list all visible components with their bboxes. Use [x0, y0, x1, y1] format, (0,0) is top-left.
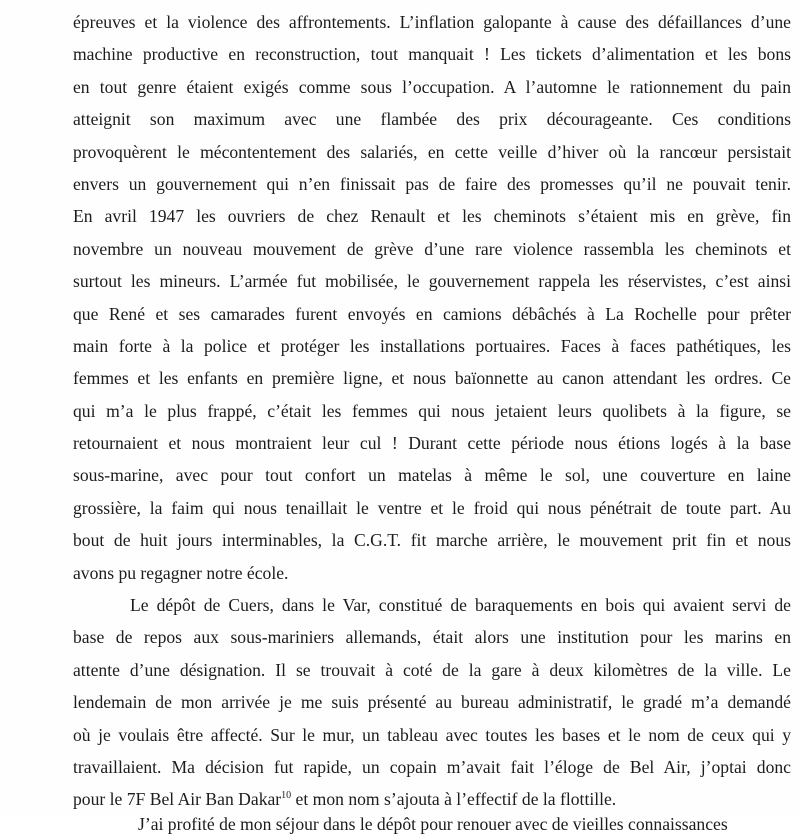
- text-line: atteignit son maximum avec une flambée des prix décourageante. Ces conditions: [73, 109, 791, 130]
- footnote-ref[interactable]: 10: [281, 790, 292, 802]
- body-text: [73, 6, 791, 816]
- cutoff-text: J’ai profité de mon séjour dans le dépôt pour renouer avec de vieilles connaissances: [138, 814, 728, 834]
- text-line: que René et ses camarades furent envoyés en camions débâchés à La Rochelle pour prêter: [73, 303, 791, 324]
- paragraph-1: [73, 6, 791, 589]
- text-line: bout de huit jours interminables, la C.G.T. fit marche arrière, le mouvement prit fin et nous: [73, 530, 791, 551]
- text-line: retournaient et nous montraient leur cul ! Durant cette période nous étions logés à la base: [73, 433, 791, 454]
- text-line: En avril 1947 les ouvriers de chez Renault et les cheminots s’étaient mis en grève, fin: [73, 206, 791, 227]
- text-line: lendemain de mon arrivée je me suis présenté au bureau administratif, le gradé m’a demandé: [73, 692, 791, 713]
- text-line: envers un gouvernement qui n’en finissait pas de faire des promesses qu’il ne pouvait tenir.: [73, 173, 791, 194]
- text-line: épreuves et la violence des affrontements. L’inflation galopante à cause des défaillances d’une: [73, 12, 791, 32]
- text-line: où je voulais être affecté. Sur le mur, un tableau avec toutes les bases et le nom de ceux qui y: [73, 724, 791, 745]
- cutoff-line: [138, 810, 778, 834]
- text-line: attente d’une désignation. Il se trouvait à coté de la gare à deux kilomètres de la ville. Le: [73, 659, 791, 680]
- text-segment: pour le 7F Bel Air Ban Dakar: [73, 789, 282, 810]
- text-line: novembre un nouveau mouvement de grève d’une rare violence rassembla les cheminots et: [73, 238, 791, 259]
- text-line: machine productive en reconstruction, tout manquait ! Les tickets d’alimentation et les bons: [73, 44, 791, 65]
- text-line: en tout genre étaient exigés comme sous l’occupation. A l’automne le rationnement du pain: [73, 76, 791, 97]
- text-line: femmes et les enfants en première ligne, et nous baïonnette au canon attendant les ordres. Ce: [73, 368, 791, 389]
- text-line: base de repos aux sous-mariniers allemands, était alors une institution pour les marins en: [73, 627, 791, 648]
- text-line: surtout les mineurs. L’armée fut mobilisée, le gouvernement rappela les réservistes, c’est ainsi: [73, 271, 791, 292]
- text-line: avons pu regagner notre école.: [73, 562, 289, 583]
- text-line: qui m’a le plus frappé, c’était les femmes qui nous jetaient leurs quolibets à la figure, se: [73, 400, 791, 421]
- text-segment: et mon nom s’ajouta à l’effectif de la flottille.: [291, 789, 617, 810]
- text-line: Le dépôt de Cuers, dans le Var, constitué de baraquements en bois qui avaient servi de: [130, 595, 791, 616]
- text-line: travaillaient. Ma décision fut rapide, un copain m’avait fait l’éloge de Bel Air, j’optai donc: [73, 756, 791, 777]
- text-line: main forte à la police et protéger les installations portuaires. Faces à faces pathétiques, les: [73, 335, 791, 356]
- text-line: sous-marine, avec pour tout confort un matelas à même le sol, une couverture en laine: [73, 465, 791, 486]
- text-line: provoquèrent le mécontentement des salariés, en cette veille d’hiver où la rancœur persistait: [73, 141, 791, 162]
- paragraph-2: [73, 589, 791, 816]
- text-line: grossière, la faim qui nous tenaillait le ventre et le froid qui nous pénétrait de toute part. Au: [73, 497, 791, 518]
